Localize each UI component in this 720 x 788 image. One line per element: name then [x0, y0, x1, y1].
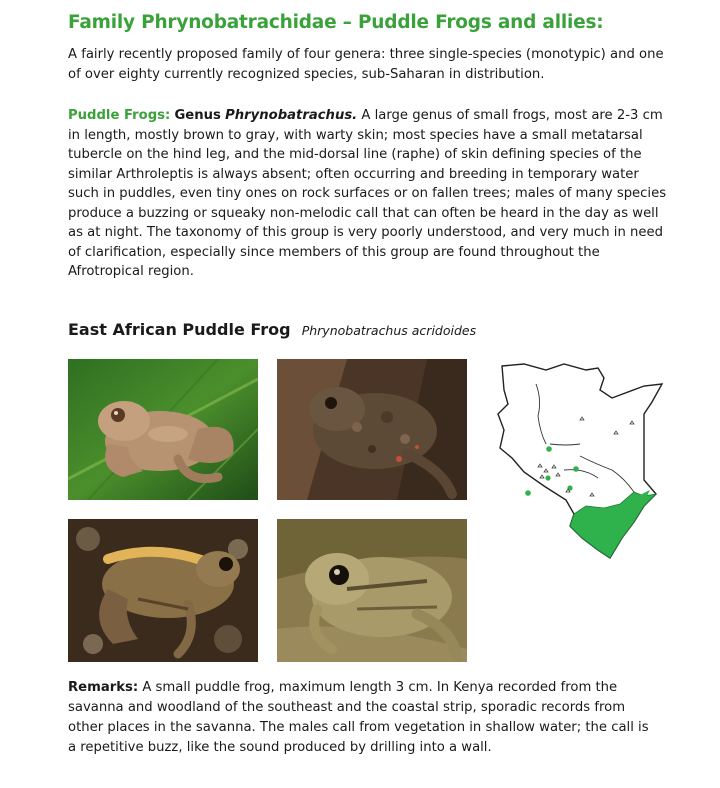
remarks-text: A small puddle frog, maximum length 3 cm. In Kenya recorded from the savanna and woodland of the southeast and the coastal strip, sporadic records from other places in the savanna. The males call from vegetation in shallow water; the call is a repetitive buzz, like the sound produced by drilling into a wall. — [68, 680, 649, 755]
frog-photo-4 — [277, 519, 467, 662]
remarks-label: Remarks: — [68, 680, 139, 695]
species-common-name: East African Puddle Frog — [68, 320, 291, 339]
distribution-map — [494, 360, 674, 574]
species-scientific-name: Phrynobatrachus acridoides — [301, 323, 477, 338]
page-title: Family Phrynobatrachidae – Puddle Frogs and allies: — [68, 12, 604, 33]
frog-photo-3 — [68, 519, 258, 662]
genus-label: Puddle Frogs: — [68, 108, 171, 123]
remarks-paragraph — [68, 678, 658, 758]
genus-description: A large genus of small frogs, most are 2-3 cm in length, mostly brown to gray, with warty skin; most species have a small metatarsal tubercle on the hind leg, and the mid-dorsal line (raphe) of skin defining species of the similar Arthroleptis is always absent; often occurring and breeding in temporary water such in puddles, even tiny ones on rock surfaces or on fallen trees; males of many species produce a buzzing or squeaky non-melodic call that can often be heard in the day as well as at night. The taxonomy of this group is very poorly understood, and very much in need of clarification, especially since members of this group are found throughout the Afrotropical region. — [68, 108, 667, 279]
genus-prefix: Genus — [174, 108, 221, 123]
record-dot — [525, 490, 531, 496]
frog-photo-2 — [277, 359, 467, 500]
record-dot — [545, 475, 550, 480]
species-heading — [68, 320, 476, 339]
record-dot — [573, 466, 579, 472]
frog-photo-1 — [68, 359, 258, 500]
genus-paragraph — [68, 106, 668, 282]
family-intro: A fairly recently proposed family of four genera: three single-species (monotypic) and one of over eighty currently recognized species, sub-Saharan in distribution. — [68, 47, 664, 82]
record-dot — [546, 446, 552, 452]
genus-name: Phrynobatrachus. — [225, 108, 358, 123]
